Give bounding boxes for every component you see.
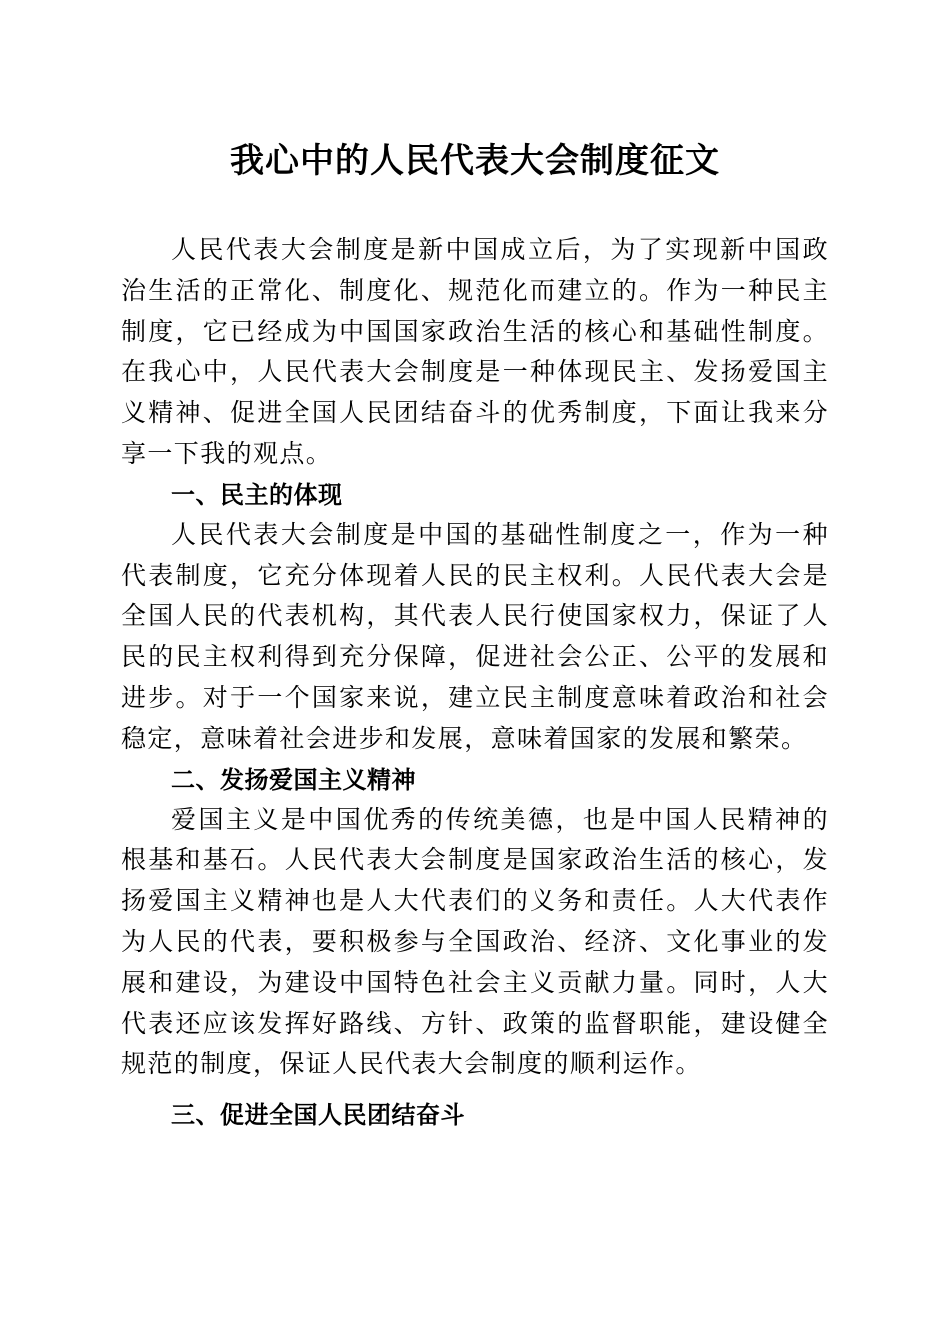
section-heading-democracy: 一、民主的体现 (171, 480, 343, 509)
document-title: 我心中的人民代表大会制度征文 (230, 141, 720, 181)
section-heading-unity: 三、促进全国人民团结奋斗 (171, 1101, 465, 1130)
document-body (121, 230, 829, 1135)
section-paragraph-democracy: 人民代表大会制度是中国的基础性制度之一，作为一种代表制度，它充分体现着人民的民主权利。人民代表大会是全国人民的代表机构，其代表人民行使国家权力，保证了人民的民主权利得到充分保障，促进社会公正、公平的发展和进步。对于一个国家来说，建立民主制度意味着政治和社会稳定，意味着社会进步和发展，意味着国家的发展和繁荣。 (121, 519, 829, 753)
section-heading-patriotism: 二、发扬爱国主义精神 (171, 765, 416, 794)
intro-paragraph: 人民代表大会制度是新中国成立后，为了实现新中国政治生活的正常化、制度化、规范化而建立的。作为一种民主制度，它已经成为中国国家政治生活的核心和基础性制度。在我心中，人民代表大会制度是一种体现民主、发扬爱国主义精神、促进全国人民团结奋斗的优秀制度，下面让我来分享一下我的观点。 (121, 235, 829, 468)
section-paragraph-patriotism: 爱国主义是中国优秀的传统美德，也是中国人民精神的根基和基石。人民代表大会制度是国家政治生活的核心，发扬爱国主义精神也是人大代表们的义务和责任。人大代表作为人民的代表，要积极参与全国政治、经济、文化事业的发展和建设，为建设中国特色社会主义贡献力量。同时，人大代表还应该发挥好路线、方针、政策的监督职能，建设健全规范的制度，保证人民代表大会制度的顺利运作。 (121, 804, 829, 1079)
